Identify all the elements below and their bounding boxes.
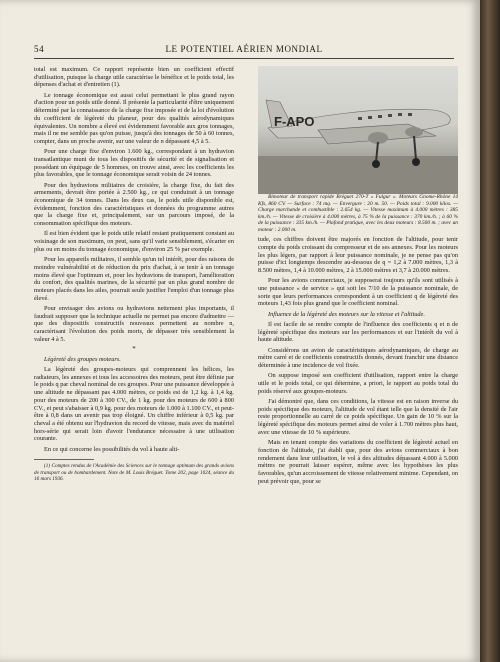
footnote: (1) Comptes rendus de l'Académie des Sciences sur le tonnage optimum des grands avions de transport ou de bombardement. Note de M. Louis Bréguet. Tome 202, page 1024, séance du 16 mars 1936. (34, 463, 234, 483)
paragraph: Pour des hydravions militaires de croisière, la charge fixe, du fait des armements, devrait être portée à 2.500 kg., ce qui conduirait à un tonnage économique de 34 tonnes. Dans les deux cas, le poids utile disponible est, évidemment, fonction des caractéristiques et données du programme autres que la charge fixe et, principalement, sur un parcours imposé, de la consommation spécifique des moteurs. (34, 181, 234, 228)
running-title: LE POTENTIEL AÉRIEN MONDIAL (165, 44, 323, 54)
registration-mark: F-APO (274, 114, 315, 129)
photo-caption: Bimoteur de transport rapide Bréguet 270-T « Fulgur ». Moteurs Gnome-Rhône 14 Kfs, 860 CV. — Surface : 74 mq. — Envergure : 20 m. 50. — Poids total : 9.000 kilos. — Charge marchande et combustible : 2.654 kg. — Vitesse maximum à 4.000 mètres : 385 km./h. — Vitesse de croisière à 4.000 mètres, à 75 % de la puissance : 370 km./h. ; à 60 % de la puissance : 335 km./h. — Plafond pratique, avec les deux moteurs : 8.500 m. ; avec un moteur : 2.000 m. (258, 194, 458, 233)
right-column (258, 66, 458, 616)
paragraph: Le tonnage économique est aussi celui permettant le plus grand rayon d'action pour un poids utile donné. Il présente la particularité d'être uniquement déterminé par la connaissance de la charge fixe imposée et de la loi d'évolution du coefficient de légèreté du planeur, pour des qualités aérodynamiques équivalentes. Un nombre a élevé est évidemment favorable aux gros tonnages, mais il ne me semble pas qu'on puisse, jusqu'à des tonnages de 50 à 60 tonnes, compter, dans un proche avenir, sur une valeur de n dépassant 4,5 à 5. (34, 91, 234, 145)
paragraph: J'ai démontré que, dans ces conditions, la vitesse est en raison inverse du poids spécifique des moteurs, l'altitude de vol étant telle que la densité de l'air reste proportionnelle au carré de ce poids spécifique. Un gain de 10 % sur la légèreté spécifique des moteurs permet ainsi de voler à 1.700 mètres plus haut, avec une vitesse de 10 % supérieure. (258, 398, 458, 436)
paragraph: Pour envisager des avions ou hydravions nettement plus importants, il faudrait supposer que la technique actuelle ne permet pas encore d'admettre — que des dispositifs constructifs nouveaux permettent au nombre n, caractérisant l'évolution des poids morts, de dépasser très sensiblement la valeur 4 à 5. (34, 304, 234, 343)
paragraph: La légèreté des groupes-moteurs qui comprennent les hélices, les radiateurs, les annexes et tous les accessoires des moteurs, peut être définie par le poids q par cheval nominal de ces groupes. Pour une puissance développée à une altitude ne dépassant pas 4.000 mètres, ce poids est de 1,2 kg. à 1,4 kg. pour des moteurs de 200 à 300 CV., de 1 kg. pour des moteurs de 600 à 800 CV., et peut s'abaisser à 0,9 kg. pour des moteurs de 1.000 à 1.100 CV., et peut-être à 0,8 dans un avenir pas trop éloigné. Un chiffre inférieur à 0,5 kg. par cheval a été obtenu sur l'hydravion du record de vitesse, mais avec du matériel hors-série qui serait loin d'avoir l'endurance nécessaire à une utilisation courante. (34, 366, 234, 443)
paragraph: En ce qui concerne les possibilités du vol à haute alti- (44, 445, 180, 453)
paragraph: Considérons un avion de caractéristiques aérodynamiques, de charge au mètre carré et de coefficients constructifs donnés, devant franchir une distance déterminée à une incidence de vol fixée. (258, 346, 458, 370)
section-heading: Influence de la légèreté des moteurs sur la vitesse et l'altitude. (268, 310, 425, 318)
paragraph: Pour les appareils militaires, il semble qu'un tel intérêt, pour des raisons de moindre vulnérabilité et de réduction du prix d'achat, à se tenir à un tonnage moins élevé que l'optimum et, pour les hydravions de transport, l'amélioration du confort, des qualités marines, de la sécurité par un plus grand nombre de moteurs placés dans les ailes, pourrait seule justifier l'emploi d'un tonnage plus élevé. (34, 256, 234, 302)
section-heading: Légèreté des groupes moteurs. (44, 355, 121, 363)
paragraph: On suppose imposé son coefficient d'utilisation, rapport entre la charge utile et le poids total, ce qui détermine, a priori, le rapport au poids total du poids réservé aux groupes-moteurs. (258, 372, 458, 395)
paragraph: Pour les avions commerciaux, je supposerai toujours qu'ils sont utilisés à une puissance « de service » qui soit les 7/10 de la puissance nominale, de sorte que leurs performances correspondent à un coefficient q de légèreté des moteurs 1,43 fois plus grand que le coefficient nominal. (258, 277, 458, 308)
paragraph: Il est bien évident que le poids utile relatif restant pratiquement constant au voisinage de son maximum, on peut, sans qu'il varie sensiblement, s'écarter en plus ou en moins du tonnage économique, d'environ 25 % par exemple. (34, 230, 234, 253)
book-spine (480, 0, 500, 662)
header-rule (34, 58, 454, 59)
airplane-illustration (258, 66, 458, 194)
paragraph: tude, ces chiffres doivent être majorés en fonction de l'altitude, pour tenir compte du poids croissant du compresseur et de ses annexes. Pour les moteurs les plus légers, par rapport à leur puissance nominale, je ne pense pas qu'on puisse d'ici longtemps descendre au-dessous de q = 1,2 à 7.000 mètres, 1,3 à 8.500 mètres, 1,4 à 10.000 mètres, 2 à 15.000 mètres et 3,7 à 20.000 mètres. (258, 236, 458, 274)
footnote-rule (34, 459, 94, 460)
section-separator: * (132, 345, 136, 354)
paragraph: Pour une charge fixe d'environ 1.600 kg., correspondant à un hydravion transatlantique muni de tous les dispositifs de sécurité et de signalisation et possédant un équipage de 5 hommes, on trouve ainsi, avec les coefficients les plus favorables, que le tonnage économique serait voisin de 24 tonnes. (34, 148, 234, 179)
left-column (34, 66, 234, 616)
paragraph: total est maximum. Ce rapport représente bien un coefficient effectif d'utilisation, puisque la charge utile caractérise le bénéfice et le poids total, les dépenses d'achat et d'entretien (1). (34, 66, 234, 89)
page-number: 54 (34, 44, 45, 54)
page-header (34, 44, 454, 56)
paragraph: Mais en tenant compte des variations du coefficient de légèreté actuel en fonction de l'altitude, j'ai établi que, pour des avions commerciaux à bon rendement dans leur utilisation, le vol à des altitudes dépassant 4.000 à 5.000 mètres ne pourrait laisser espérer, même avec les hypothèses les plus favorables, qu'un accroissement de vitesse relativement minime. Cependant, on peut prévoir que, pour se (258, 439, 458, 485)
aircraft-photo (258, 66, 458, 194)
paragraph: Il est facile de se rendre compte de l'influence des coefficients q et n de légèreté spécifique des moteurs sur les performances et sur l'intérêt du vol à haute altitude. (258, 320, 458, 344)
